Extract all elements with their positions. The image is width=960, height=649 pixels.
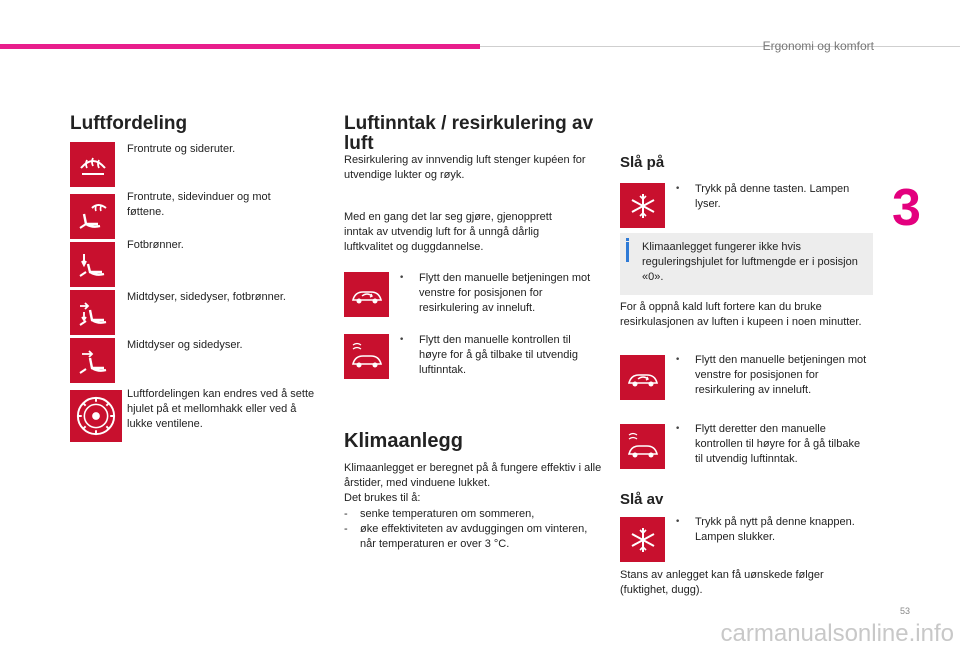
klimaanlegg-title: Klimaanlegg bbox=[344, 430, 463, 452]
outside-air-icon bbox=[620, 424, 665, 469]
sla-av-title: Slå av bbox=[620, 491, 664, 508]
watermark: carmanualsonline.info bbox=[720, 620, 954, 647]
luftinntak-step-1-bullet: • bbox=[399, 273, 405, 283]
info-icon-bar bbox=[626, 242, 629, 262]
klimaanlegg-para-1: Klimaanlegget er beregnet på å fungere effektiv i alle årstider, med vinduene lukket. bbox=[344, 462, 602, 489]
recirculation-icon bbox=[620, 355, 665, 400]
luftfordeling-item-3: Fotbrønner. bbox=[127, 239, 184, 251]
header-rule bbox=[480, 46, 960, 47]
sla-pa-para: For å oppnå kald luft fortere kan du bruke resirkulasjonen av luften i kupeen i noen minutter. bbox=[620, 301, 862, 328]
info-icon bbox=[626, 238, 629, 241]
list-item: - øke effektiviteten av avduggingen om vinteren, når temperaturen er over 3 °C. bbox=[344, 523, 588, 550]
ac-snowflake-icon bbox=[620, 517, 665, 562]
klimaanlegg-para-2: Det brukes til å: bbox=[344, 492, 421, 504]
luftinntak-title: Luftinntak / resirkulering av luft bbox=[344, 113, 594, 154]
sla-pa-step-1-bullet: • bbox=[675, 184, 681, 194]
luftfordeling-item-4: Midtdyser, sidedyser, fotbrønner. bbox=[127, 291, 286, 303]
chapter-number: 3 bbox=[892, 179, 921, 237]
section-title: Ergonomi og komfort bbox=[762, 39, 874, 53]
ac-snowflake-icon bbox=[620, 183, 665, 228]
luftinntak-step-2-bullet: • bbox=[399, 335, 405, 345]
klimaanlegg-list bbox=[344, 507, 604, 552]
recirculation-icon bbox=[344, 272, 389, 317]
windscreen-defrost-icon bbox=[70, 142, 115, 187]
page-number: 53 bbox=[899, 606, 910, 616]
luftfordeling-item-5: Midtdyser og sidedyser. bbox=[127, 339, 243, 351]
luftinntak-para-2: Med en gang det lar seg gjøre, gjenopprett inntak av utvendig luft for å unngå dårlig luftkvalitet og duggdannelse. bbox=[344, 211, 552, 253]
list-item: - senke temperaturen om sommeren, bbox=[344, 508, 535, 520]
luftfordeling-item-1: Frontrute og sideruter. bbox=[127, 143, 236, 155]
outside-air-icon bbox=[344, 334, 389, 379]
sla-av-step-1-bullet: • bbox=[675, 517, 681, 527]
sla-av-para: Stans av anlegget kan få uønskede følger (fuktighet, dugg). bbox=[620, 569, 824, 596]
info-note-text: Klimaanlegget fungerer ikke hvis reguleringshjulet for luftmengde er i posisjon «0». bbox=[642, 241, 858, 283]
feet-icon bbox=[70, 242, 115, 287]
sla-pa-step-2-bullet: • bbox=[675, 355, 681, 365]
center-side-feet-icon bbox=[70, 290, 115, 335]
sla-pa-step-3: Flytt deretter den manuelle kontrollen til høyre for å gå tilbake til utvendig luftinntak. bbox=[695, 423, 861, 465]
luftfordeling-item-2: Frontrute, sidevinduer og mot føttene. bbox=[127, 191, 271, 218]
header-accent-bar bbox=[0, 44, 480, 49]
sla-pa-title: Slå på bbox=[620, 154, 665, 171]
luftinntak-para-1: Resirkulering av innvendig luft stenger kupéen for utvendige lukter og røyk. bbox=[344, 154, 586, 181]
sla-av-step-1: Trykk på nytt på denne knappen. Lampen slukker. bbox=[695, 516, 855, 543]
sla-pa-step-2: Flytt den manuelle betjeningen mot venstre for posisjonen for resirkulering av inneluft. bbox=[695, 354, 867, 396]
luftfordeling-item-6: Luftfordelingen kan endres ved å sette hjulet på et mellomhakk eller ved å lukke ventilene. bbox=[127, 388, 315, 430]
luftinntak-step-1: Flytt den manuelle betjeningen mot venstre for posisjonen for resirkulering av inneluft. bbox=[419, 272, 591, 314]
luftfordeling-title: Luftfordeling bbox=[70, 113, 188, 134]
center-side-icon bbox=[70, 338, 115, 383]
sla-pa-step-3-bullet: • bbox=[675, 424, 681, 434]
distribution-wheel-icon bbox=[70, 390, 122, 442]
luftinntak-step-2: Flytt den manuelle kontrollen til høyre for å gå tilbake til utvendig luftinntak. bbox=[419, 334, 578, 376]
sla-pa-step-1: Trykk på denne tasten. Lampen lyser. bbox=[695, 183, 850, 210]
windscreen-feet-icon bbox=[70, 194, 115, 239]
